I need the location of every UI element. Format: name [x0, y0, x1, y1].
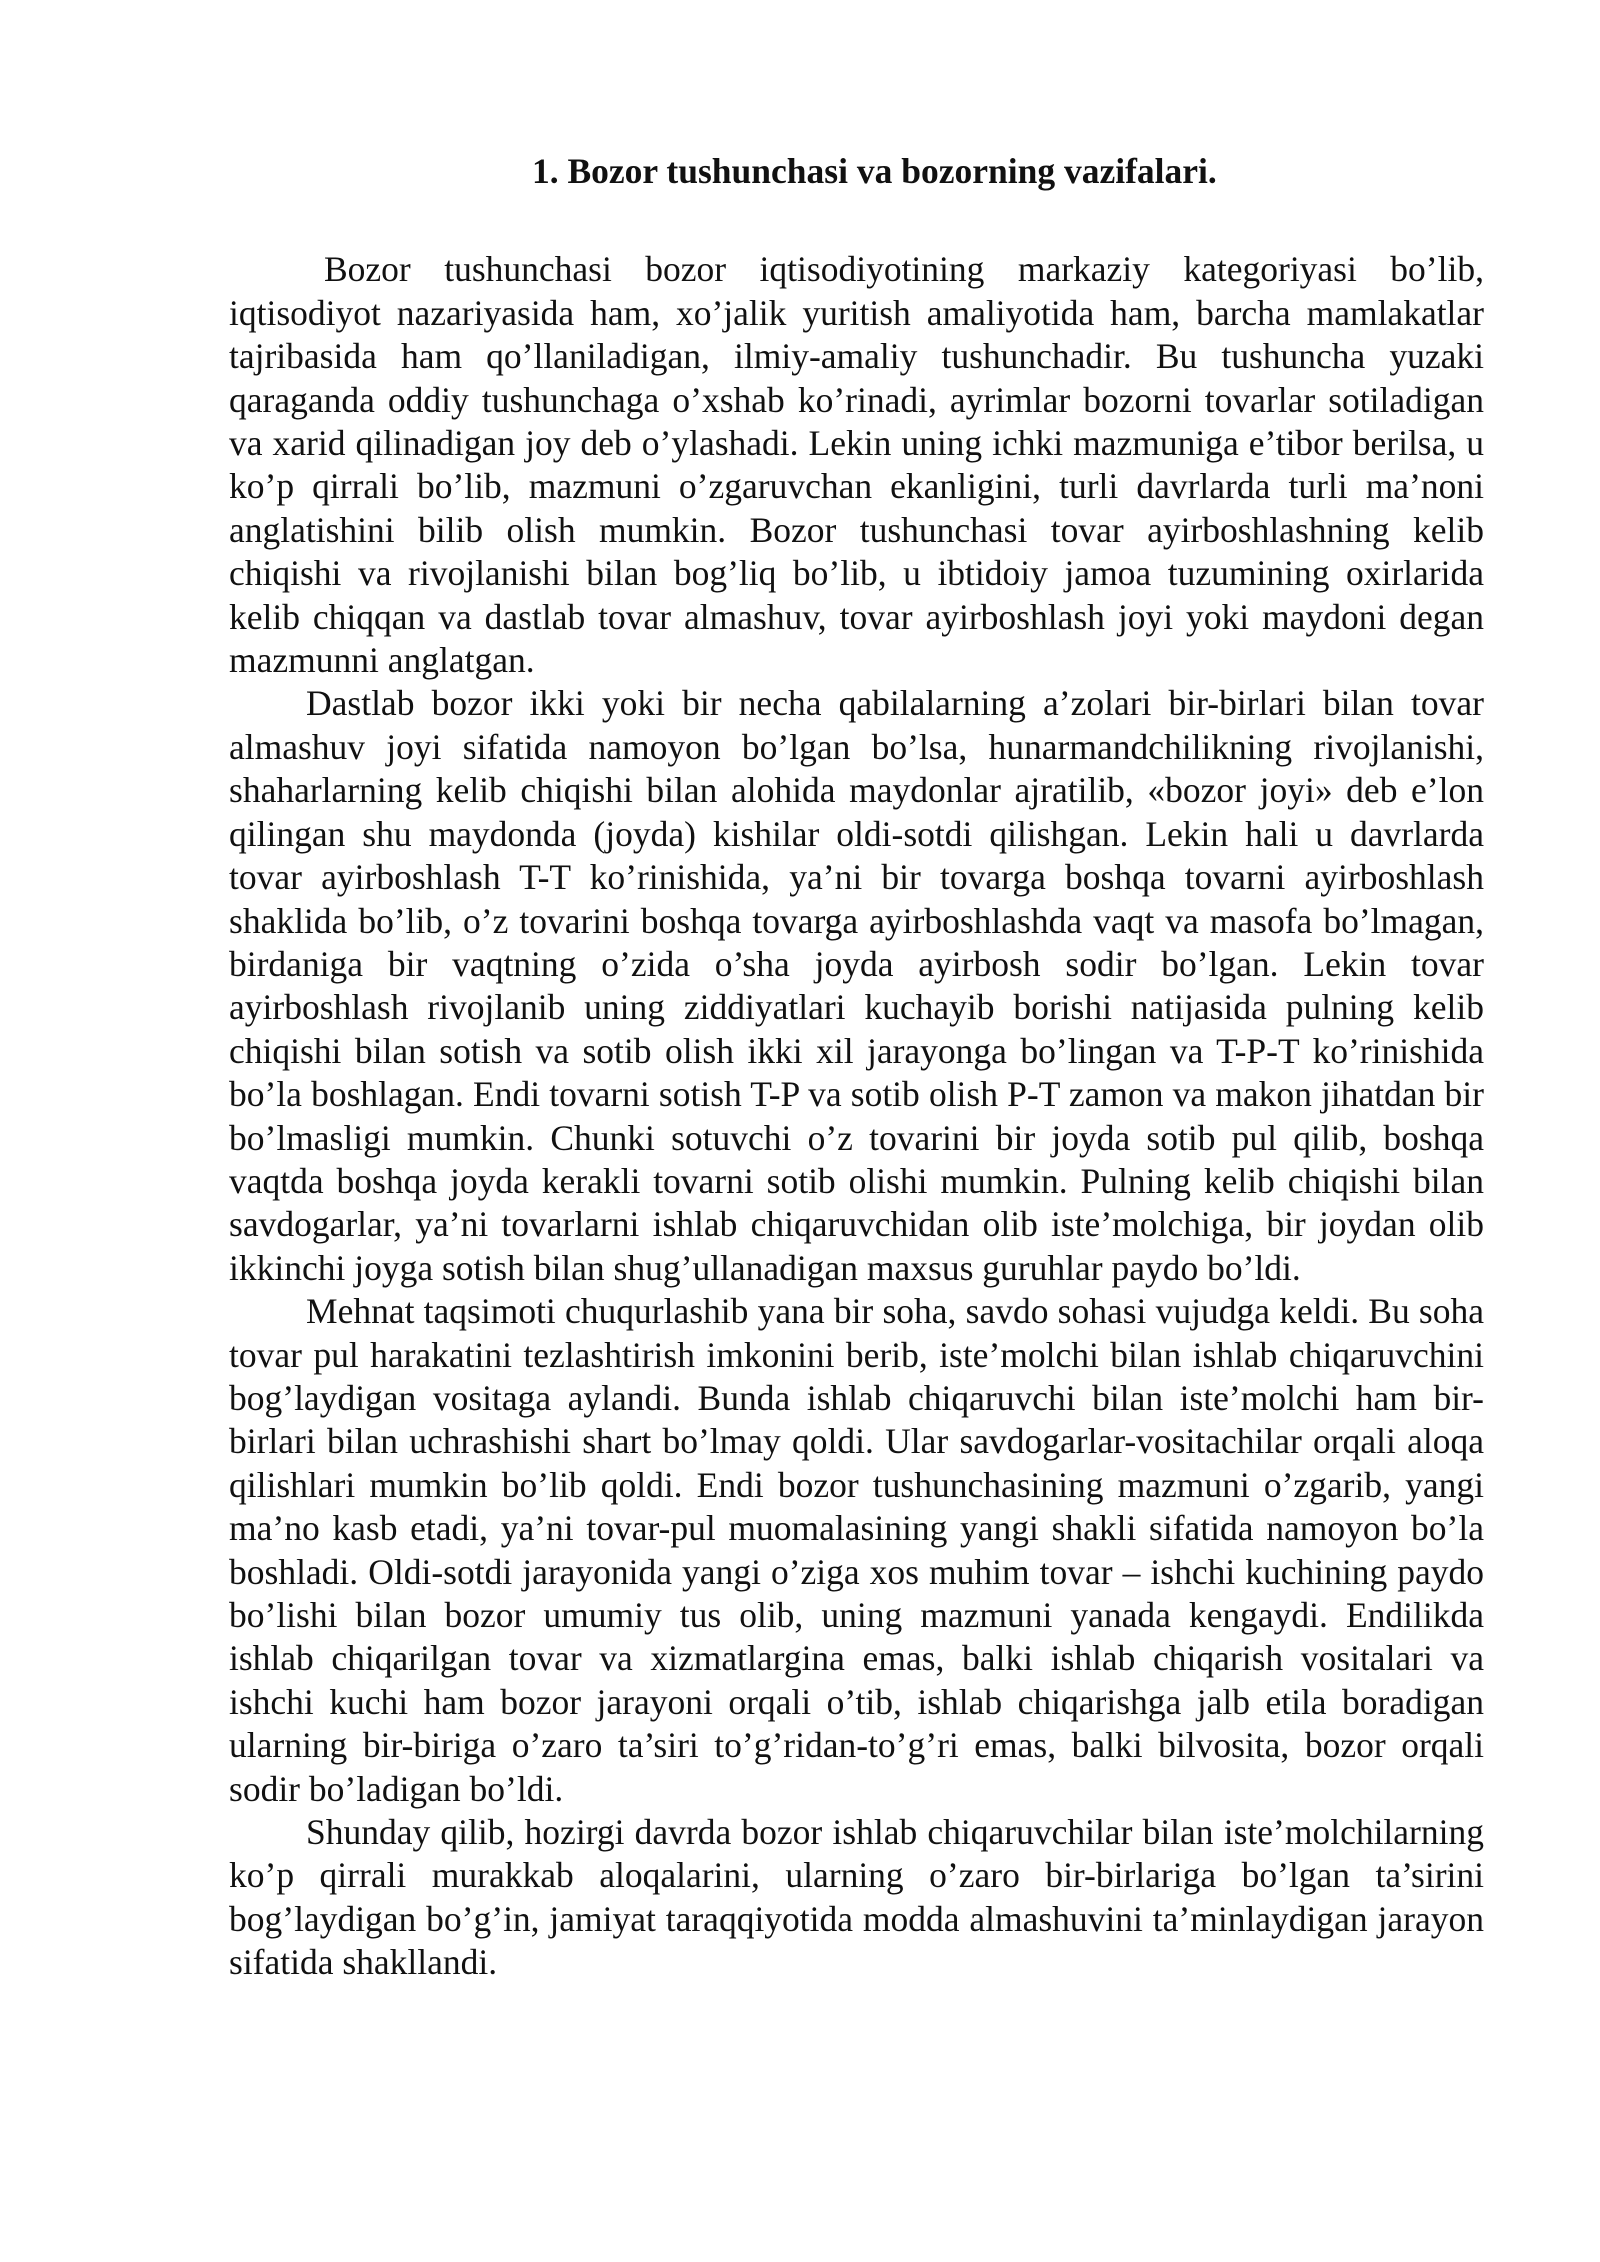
paragraph-3: Mehnat taqsimoti chuqurlashib yana bir soha, savdo sohasi vujudga keldi. Bu soha tovar pul harakatini tezlashtirish imkonini berib, iste’molchi bilan ishlab chiqaruvchini bog’laydigan vositaga aylandi. Bunda ishlab chiqaruvchi bilan iste’molchi ham bir-birlari bilan uchrashishi shart bo’lmay qoldi. Ular savdogarlar-vositachilar orqali aloqa qilishlari mumkin bo’lib qoldi. Endi bozor tushunchasining mazmuni o’zgarib, yangi ma’no kasb etadi, ya’ni tovar-pul muomalasining yangi shakli sifatida namoyon bo’la boshladi. Oldi-sotdi jarayonida yangi o’ziga xos muhim tovar – ishchi kuchining paydo bo’lishi bilan bozor umumiy tus olib, uning mazmuni yanada kengaydi. Endilikda ishlab chiqarilgan tovar va xizmatlargina emas, balki ishlab chiqarish vositalari va ishchi kuchi ham bozor jarayoni orqali o’tib, ishlab chiqarishga jalb etila boradigan ularning bir-biriga o’zaro ta’siri to’g’ridan-to’g’ri emas, balki bilvosita, bozor orqali sodir bo’ladigan bo’ldi. — [229, 1291, 1484, 1809]
document-body — [229, 150, 1484, 1985]
section-title: 1. Bozor tushunchasi va bozorning vazifalari. — [532, 151, 1217, 191]
paragraph-4: Shunday qilib, hozirgi davrda bozor ishlab chiqaruvchilar bilan iste’molchilarning ko’p qirrali murakkab aloqalarini, ularning o’zaro bir-birlariga bo’lgan ta’sirini bog’laydigan bo’g’in, jamiyat taraqqiyotida modda almashuvini ta’minlaydigan jarayon sifatida shakllandi. — [229, 1812, 1484, 1983]
paragraph-2: Dastlab bozor ikki yoki bir necha qabilalarning a’zolari bir-birlari bilan tovar almashuv joyi sifatida namoyon bo’lgan bo’lsa, hunarmandchilikning rivojlanishi, shaharlarning kelib chiqishi bilan alohida maydonlar ajratilib, «bozor joyi» deb e’lon qilingan shu maydonda (joyda) kishilar oldi-sotdi qilishgan. Lekin hali u davrlarda tovar ayirboshlash T-T ko’rinishida, ya’ni bir tovarga boshqa tovarni ayirboshlash shaklida bo’lib, o’z tovarini boshqa tovarga ayirboshlashda vaqt va masofa bo’lmagan, birdaniga bir vaqtning o’zida o’sha joyda ayirbosh sodir bo’lgan. Lekin tovar ayirboshlash rivojlanib uning ziddiyatlari kuchayib borishi natijasida pulning kelib chiqishi bilan sotish va sotib olish ikki xil jarayonga bo’lingan va T-P-T ko’rinishida bo’la boshlagan. Endi tovarni sotish T-P va sotib olish P-T zamon va makon jihatdan bir bo’lmasligi mumkin. Chunki sotuvchi o’z tovarini bir joyda sotib pul qilib, boshqa vaqtda boshqa joyda kerakli tovarni sotib olishi mumkin. Pulning kelib chiqishi bilan savdogarlar, ya’ni tovarlarni ishlab chiqaruvchidan olib iste’molchiga, bir joydan olib ikkinchi joyga sotish bilan shug’ullanadigan maxsus guruhlar paydo bo’ldi. — [229, 683, 1484, 1288]
paragraph-1: Bozor tushunchasi bozor iqtisodiyotining markaziy kategoriyasi bo’lib, iqtisodiyot nazariyasida ham, xo’jalik yuritish amaliyotida ham, barcha mamlakatlar tajribasida ham qo’llaniladigan, ilmiy-amaliy tushunchadir. Bu tushuncha yuzaki qaraganda oddiy tushunchaga o’xshab ko’rinadi, ayrimlar bozorni tovarlar sotiladigan va xarid qilinadigan joy deb o’ylashadi. Lekin uning ichki mazmuniga e’tibor berilsa, u ko’p qirrali bo’lib, mazmuni o’zgaruvchan ekanligini, turli davrlarda turli ma’noni anglatishini bilib olish mumkin. Bozor tushunchasi tovar ayirboshlashning kelib chiqishi va rivojlanishi bilan bog’liq bo’lib, u ibtidoiy jamoa tuzumining oxirlarida kelib chiqqan va dastlab tovar almashuv, tovar ayirboshlash joyi yoki maydoni degan mazmunni anglatgan. — [229, 249, 1484, 681]
